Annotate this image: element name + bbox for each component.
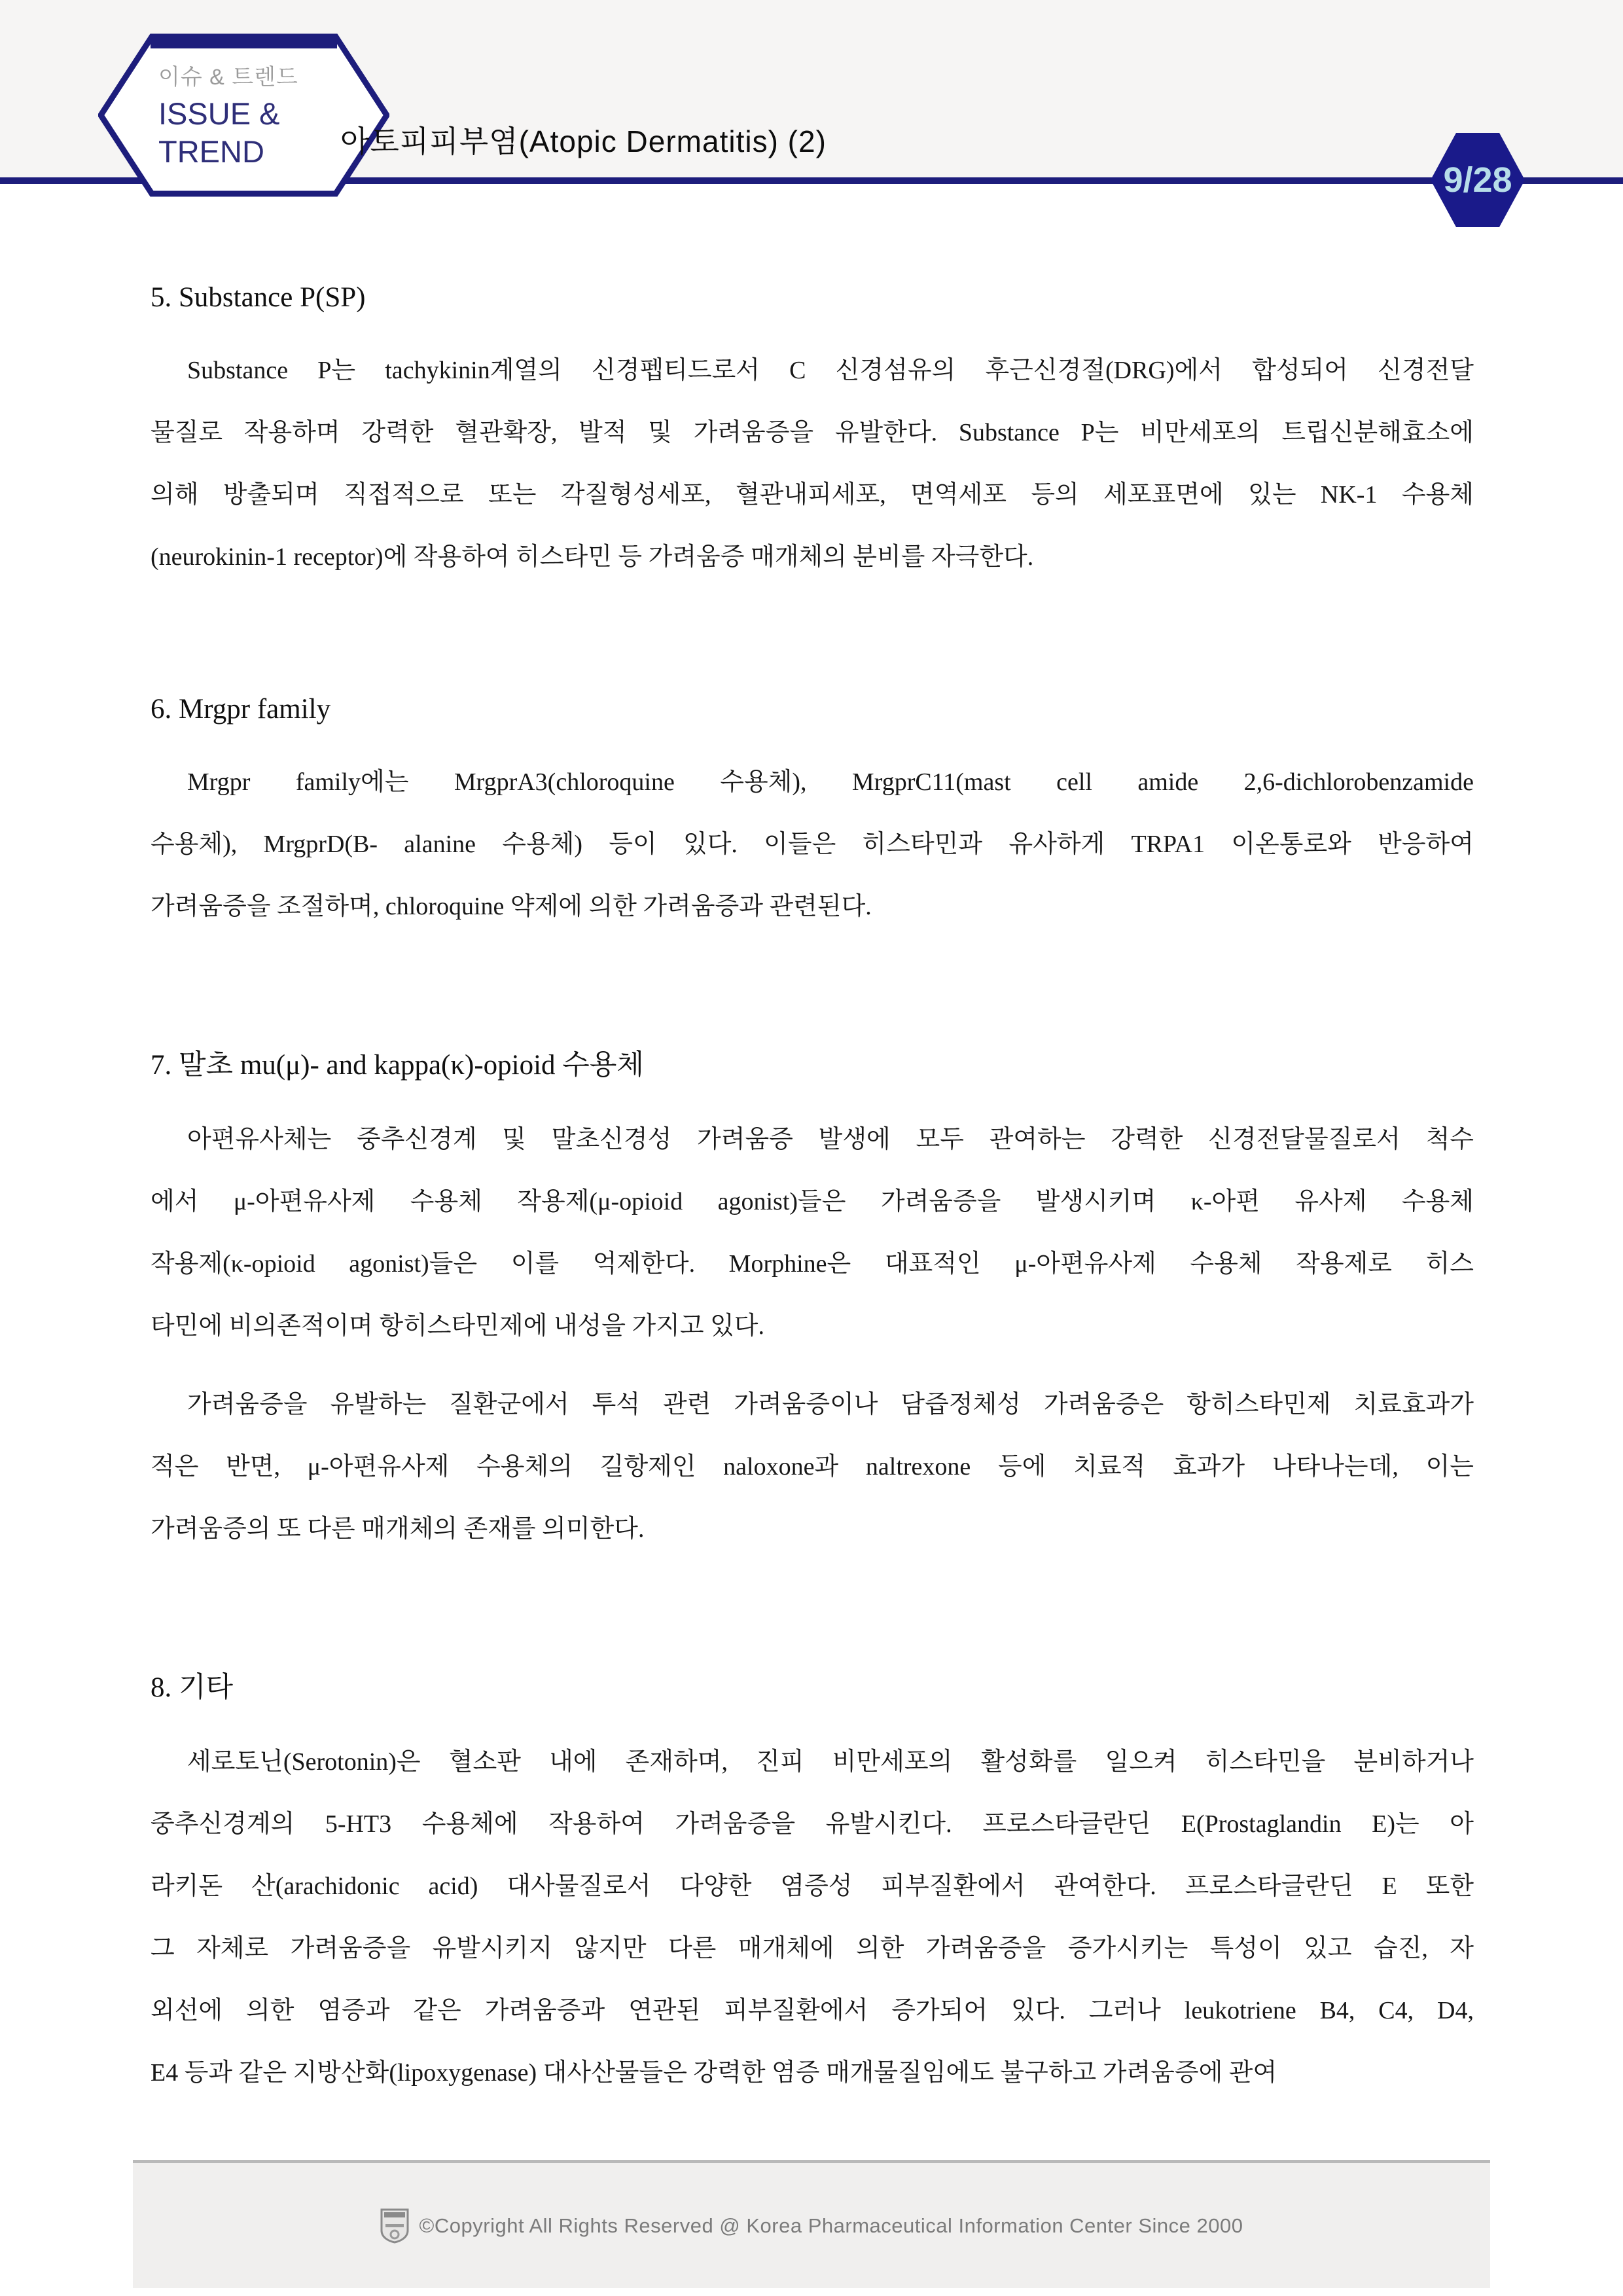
text-line: E4 등과 같은 지방산화(lipoxygenase) 대사산물들은 강력한 염증 매개물질임에도 불구하고 가려움증에 관여 <box>151 2059 1277 2087</box>
text-line: 그 자체로 가려움증을 유발시키지 않지만 다른 매개체에 의한 가려움증을 증가시키는 특성이 있고 습진, 자 <box>151 1935 1474 1962</box>
section-heading: 5. Substance P(SP) <box>151 282 366 313</box>
text-line: 수용체), MrgprD(B- alanine 수용체) 등이 있다. 이들은 히스타민과 유사하게 TRPA1 이온통로와 반응하여 <box>151 831 1474 858</box>
text-line: (neurokinin-1 receptor)에 작용하여 히스타민 등 가려움증 매개체의 분비를 자극한다. <box>151 543 1034 571</box>
badge-korean-label: 이슈 & 트렌드 <box>158 65 298 90</box>
paragraph <box>151 1731 1474 2104</box>
text-line: 작용제(κ-opioid agonist)들은 이를 억제한다. Morphine은 대표적인 μ-아편유사제 수용체 작용제로 히스 <box>151 1250 1474 1278</box>
badge-trend-label: TREND <box>158 134 264 169</box>
paragraph <box>151 751 1474 938</box>
text-line: 가려움증의 또 다른 매개체의 존재를 의미한다. <box>151 1515 645 1543</box>
section-5 <box>151 281 1474 588</box>
text-line: 의해 방출되며 직접적으로 또는 각질형성세포, 혈관내피세포, 면역세포 등의 세포표면에 있는 NK-1 수용체 <box>151 481 1474 509</box>
section-6 <box>151 693 1474 938</box>
page-title: 아토피피부염(Atopic Dermatitis) (2) <box>340 124 827 158</box>
text-line: 아편유사체는 중추신경계 및 말초신경성 가려움증 발생에 모두 관여하는 강력한 신경전달물질로서 척수 <box>187 1126 1474 1153</box>
paragraph <box>151 1109 1474 1357</box>
text-line: 라키돈 산(arachidonic acid) 대사물질로서 다양한 염증성 피부질환에서 관여한다. 프로스타글란딘 E 또한 <box>151 1873 1474 1900</box>
document-body <box>151 281 1474 2104</box>
text-line: 가려움증을 조절하며, chloroquine 약제에 의한 가려움증과 관련된다. <box>151 893 872 920</box>
section-8 <box>151 1665 1474 2104</box>
page-number-hexagon <box>1429 131 1527 229</box>
text-line: 물질로 작용하며 강력한 혈관확장, 발적 및 가려움증을 유발한다. Substance P는 비만세포의 트립신분해효소에 <box>151 419 1474 446</box>
kpic-shield-icon <box>380 2208 409 2244</box>
text-line: 가려움증을 유발하는 질환군에서 투석 관련 가려움증이나 담즙정체성 가려움증은 항히스타민제 치료효과가 <box>187 1391 1474 1418</box>
text-line: 중추신경계의 5-HT3 수용체에 작용하여 가려움증을 유발시킨다. 프로스타글란딘 E(Prostaglandin E)는 아 <box>151 1810 1474 1838</box>
paragraph <box>151 340 1474 588</box>
text-line: 외선에 의한 염증과 같은 가려움증과 연관된 피부질환에서 증가되어 있다. 그러나 leukotriene B4, C4, D4, <box>151 1997 1474 2024</box>
issue-trend-badge <box>98 33 389 198</box>
badge-issue-label: ISSUE & <box>158 96 280 132</box>
section-heading: 8. 기타 <box>151 1672 234 1703</box>
paragraph <box>151 1374 1474 1560</box>
footer <box>133 2160 1490 2288</box>
text-line: 세로토닌(Serotonin)은 혈소판 내에 존재하며, 진피 비만세포의 활성화를 일으켜 히스타민을 분비하거나 <box>187 1748 1474 1776</box>
text-line: 타민에 비의존적이며 항히스타민제에 내성을 가지고 있다. <box>151 1312 764 1340</box>
copyright-text: ©Copyright All Rights Reserved @ Korea Pharmaceutical Information Center Since 2000 <box>419 2214 1243 2237</box>
text-line: 에서 μ-아편유사제 수용체 작용제(μ-opioid agonist)들은 가려움증을 발생시키며 κ-아편 유사제 수용체 <box>151 1188 1474 1215</box>
section-7 <box>151 1043 1474 1560</box>
badge-text <box>158 64 342 170</box>
text-line: Mrgpr family에는 MrgprA3(chloroquine 수용체), MrgprC11(mast cell amide 2,6-dichlorobenzamide <box>187 768 1474 796</box>
text-line: 적은 반면, μ-아편유사제 수용체의 길항제인 naloxone과 naltrexone 등에 치료적 효과가 나타나는데, 이는 <box>151 1453 1474 1480</box>
section-heading: 7. 말초 mu(μ)- and kappa(κ)-opioid 수용체 <box>151 1050 644 1081</box>
text-line: Substance P는 tachykinin계열의 신경펩티드로서 C 신경섬유의 후근신경절(DRG)에서 합성되어 신경전달 <box>187 357 1474 384</box>
page-number: 9/28 <box>1443 160 1512 200</box>
section-heading: 6. Mrgpr family <box>151 694 331 725</box>
